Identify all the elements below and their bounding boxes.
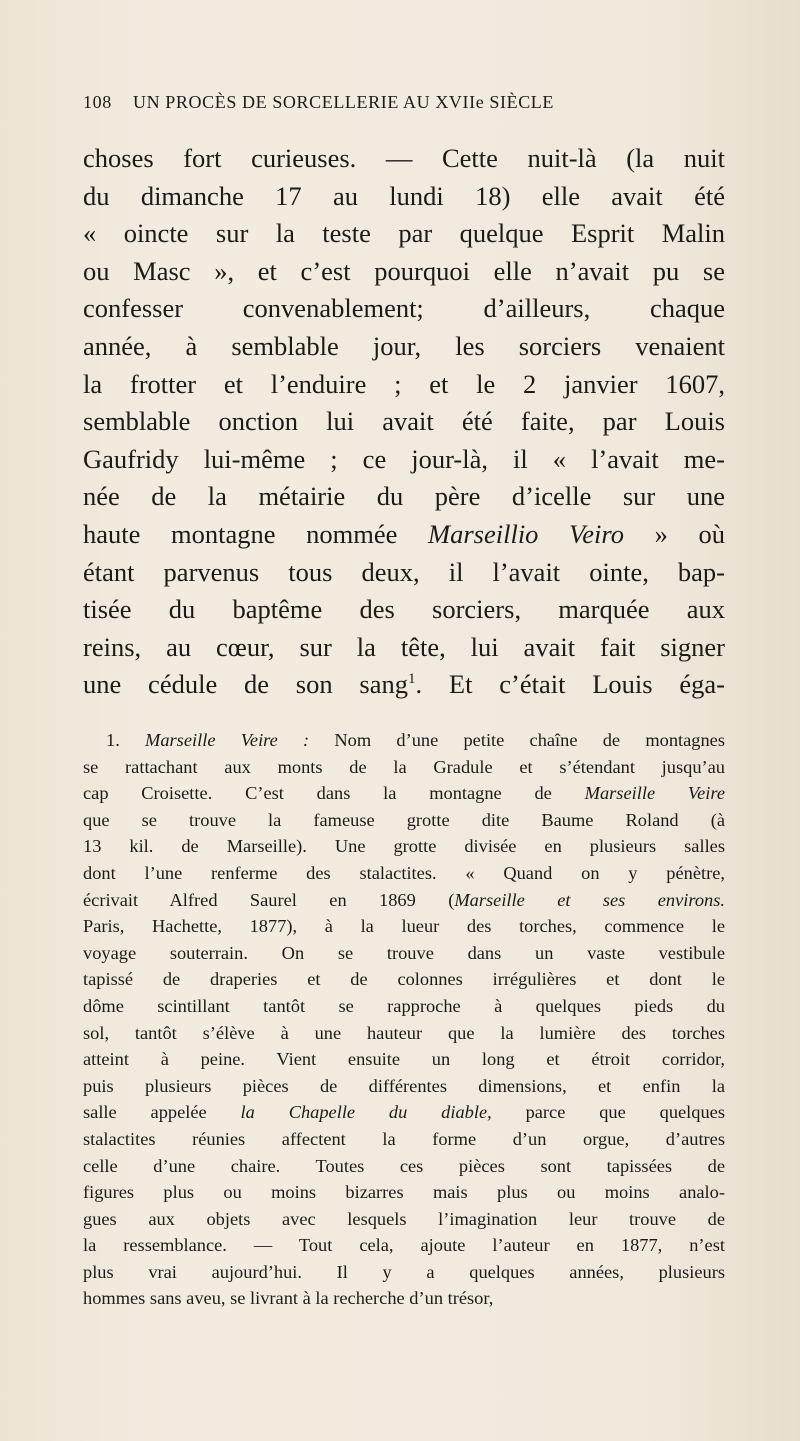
footnote-line (83, 727, 725, 754)
text-line: choses fort curieuses. — Cette nuit-là (la nuit (83, 143, 725, 173)
footnote-line (83, 1099, 725, 1126)
text-line: confesser convenablement; d’ailleurs, chaque (83, 293, 725, 324)
text-fragment: » où (624, 518, 726, 549)
place-name-italic: Marseillio Veiro (428, 518, 625, 549)
text-line (83, 516, 725, 554)
text-line: la frotter et l’enduire ; et le 2 janvier 1607, (83, 368, 725, 399)
footnote-line: tapissé de draperies et de colonnes irrégulières et dont le (83, 969, 725, 990)
footnote-text: salle appelée (83, 1102, 241, 1123)
footnote-line: dôme scintillant tantôt se rapproche à quelques pieds du (83, 995, 725, 1016)
footnote-line: celle d’une chaire. Toutes ces pièces sont tapissées de (83, 1155, 725, 1176)
text-line: étant parvenus tous deux, il l’avait ointe, bap- (83, 556, 725, 587)
footnote-line: gues aux objets avec lesquels l’imagination leur trouve de (83, 1208, 725, 1229)
footnote-italic: Marseille et ses environs. (454, 889, 725, 910)
footnote-text: Nom d’une petite chaîne de montagnes (309, 730, 725, 750)
text-fragment: Et c’était Louis éga- (448, 669, 725, 700)
footnote-italic: la Chapelle du diable, (240, 1102, 492, 1123)
footnote-line: que se trouve la fameuse grotte dite Baume Roland (à (83, 809, 725, 830)
footnote-line: stalactites réunies affectent la forme d’un orgue, d’autres (83, 1128, 725, 1149)
footnote-line: la ressemblance. — Tout cela, ajoute l’auteur en 1877, n’est (83, 1235, 725, 1256)
text-fragment: une cédule de son sang (83, 669, 408, 700)
text-line: Gaufridy lui-même ; ce jour-là, il « l’avait me- (83, 443, 725, 474)
footnote-line: figures plus ou moins bizarres mais plus ou moins analo- (83, 1182, 725, 1203)
footnote-line: 13 kil. de Marseille). Une grotte divisée en plusieurs salles (83, 836, 725, 857)
footnote-line: dont l’une renferme des stalactites. « Quand on y pénètre, (83, 862, 725, 883)
footnote-line: plus vrai aujourd’hui. Il y a quelques années, plusieurs (83, 1261, 725, 1282)
text-line: reins, au cœur, sur la tête, lui avait fait signer (83, 631, 725, 662)
footnote-reference: 1 (407, 671, 416, 688)
text-line: tisée du baptême des sorciers, marquée aux (83, 594, 725, 625)
footnote-text: écrivait Alfred Saurel en 1869 ( (83, 889, 455, 910)
text-line: ou Masc », et c’est pourquoi elle n’avait pu se (83, 255, 725, 286)
main-text (83, 140, 725, 704)
page-number: 108 (83, 92, 112, 112)
text-line: semblable onction lui avait été faite, par Louis (83, 406, 725, 437)
footnote-text: parce que quelques (491, 1102, 725, 1123)
footnote-text: cap Croisette. C’est dans la montagne de (83, 783, 585, 804)
text-line: année, à semblable jour, les sorciers venaient (83, 330, 725, 361)
running-title: UN PROCÈS DE SORCELLERIE AU XVIIe SIÈCLE (133, 92, 554, 112)
footnote-line: hommes sans aveu, se livrant à la recherche d’un trésor, (83, 1288, 494, 1309)
footnote-line: voyage souterrain. On se trouve dans un vaste vestibule (83, 942, 725, 963)
footnote (83, 727, 725, 1312)
footnote-italic: Marseille Veire : (145, 730, 310, 750)
text-line: née de la métairie du père d’icelle sur une (83, 481, 725, 512)
footnote-line: puis plusieurs pièces de différentes dimensions, et enfin la (83, 1075, 725, 1096)
footnote-line (83, 780, 725, 807)
footnote-line (83, 887, 725, 914)
footnote-line: Paris, Hachette, 1877), à la lueur des torches, commence le (83, 916, 725, 937)
footnote-italic: Marseille Veire (584, 783, 725, 804)
text-line: « oincte sur la teste par quelque Esprit Malin (83, 218, 725, 249)
footnote-line: se rattachant aux monts de la Gradule et s’étendant jusqu’au (83, 756, 725, 777)
text-line: une cédule de son sang$^1$. Et c’était Louis éga- (83, 669, 725, 700)
running-header (83, 92, 723, 118)
footnote-line: atteint à peine. Vient ensuite un long et étroit corridor, (83, 1049, 725, 1070)
footnote-line: sol, tantôt s’élève à une hauteur que la lumière des torches (83, 1022, 725, 1043)
text-line: du dimanche 17 au lundi 18) elle avait été (83, 180, 725, 211)
text-fragment: haute montagne nommée (83, 518, 429, 549)
footnote-number: 1. (106, 730, 120, 750)
